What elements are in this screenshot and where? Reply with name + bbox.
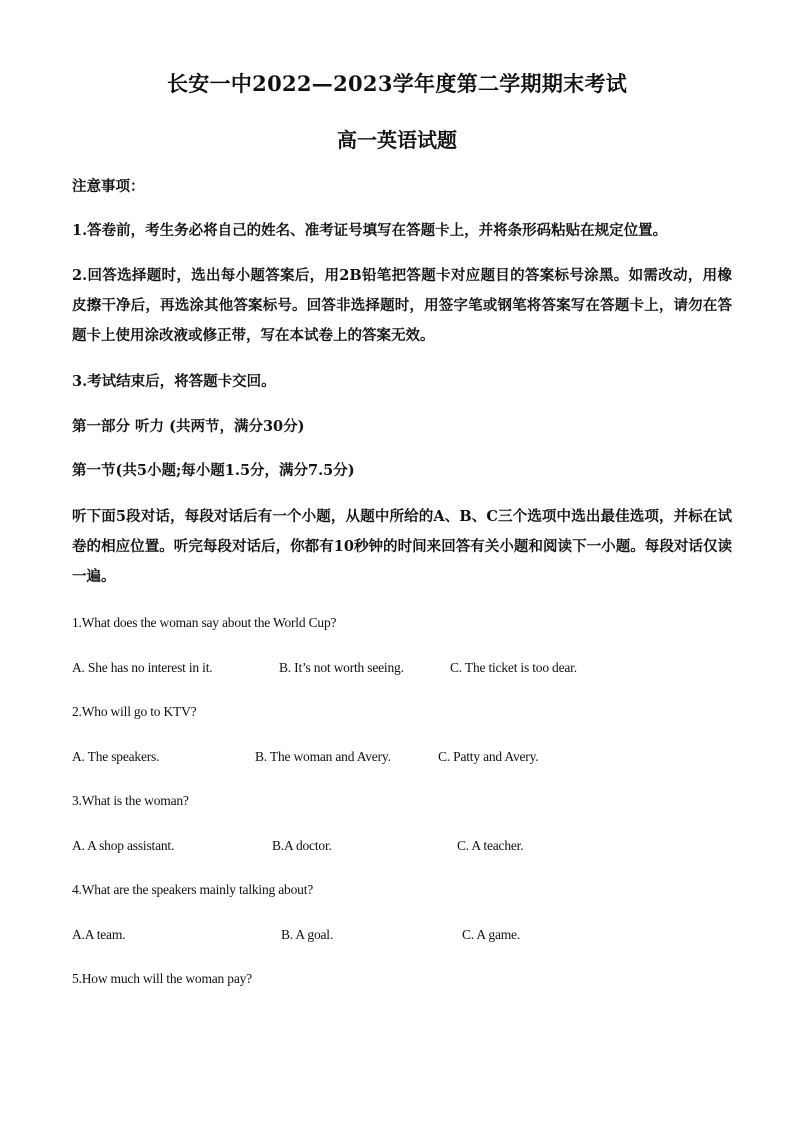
- question-5-stem: 5.How much will the woman pay?: [72, 971, 252, 986]
- question-2-option-a: A. The speakers.: [72, 749, 160, 764]
- question-1-option-c: C. The ticket is too dear.: [450, 660, 577, 675]
- notice-heading: 注意事项：: [72, 178, 145, 195]
- question-3-option-a: A. A shop assistant.: [72, 838, 175, 853]
- exam-title: 长安一中2022—2023学年度第二学期期末考试: [166, 71, 628, 96]
- question-4-option-c: C. A game.: [462, 927, 520, 942]
- part1-heading: 第一部分 听力 (共两节，满分30分): [72, 418, 305, 435]
- question-3-option-c: C. A teacher.: [457, 838, 524, 853]
- question-4-stem: 4.What are the speakers mainly talking about?: [72, 882, 314, 897]
- exam-subtitle: 高一英语试题: [337, 128, 457, 152]
- question-3-option-b: B.A doctor.: [272, 838, 332, 853]
- question-2-option-b: B. The woman and Avery.: [255, 749, 391, 764]
- question-3-stem: 3.What is the woman?: [72, 793, 189, 808]
- question-4-option-b: B. A goal.: [281, 927, 334, 942]
- question-2-option-c: C. Patty and Avery.: [438, 749, 539, 764]
- notice-item-3: 3.考试结束后，将答题卡交回。: [72, 373, 276, 390]
- notice-item-2: 2.回答选择题时，选出每小题答案后，用2B铅笔把答题卡对应题目的答案标号涂黑。如需改动，用橡皮擦干净后，再选涂其他答案标号。回答非选择题时，用签字笔或钢笔将答案写在答题卡上，请勿在答题卡上使用涂改液或修正带，写在本试卷上的答案无效。: [72, 267, 732, 344]
- question-4-option-a: A.A team.: [72, 927, 126, 942]
- question-1-stem: 1.What does the woman say about the World Cup?: [72, 615, 337, 630]
- section1-heading: 第一节(共5小题;每小题1.5分，满分7.5分): [72, 462, 355, 479]
- section1-instructions: 听下面5段对话，每段对话后有一个小题，从题中所给的A、B、C三个选项中选出最佳选项，并标在试卷的相应位置。听完每段对话后，你都有10秒钟的时间来回答有关小题和阅读下一小题。每段对话仅读一遍。: [72, 508, 732, 585]
- question-1-option-b: B. It’s not worth seeing.: [279, 660, 404, 675]
- question-2-stem: 2.Who will go to KTV?: [72, 704, 197, 719]
- notice-item-1: 1.答卷前，考生务必将自己的姓名、准考证号填写在答题卡上，并将条形码粘贴在规定位置。: [72, 222, 668, 239]
- question-1-option-a: A. She has no interest in it.: [72, 660, 213, 675]
